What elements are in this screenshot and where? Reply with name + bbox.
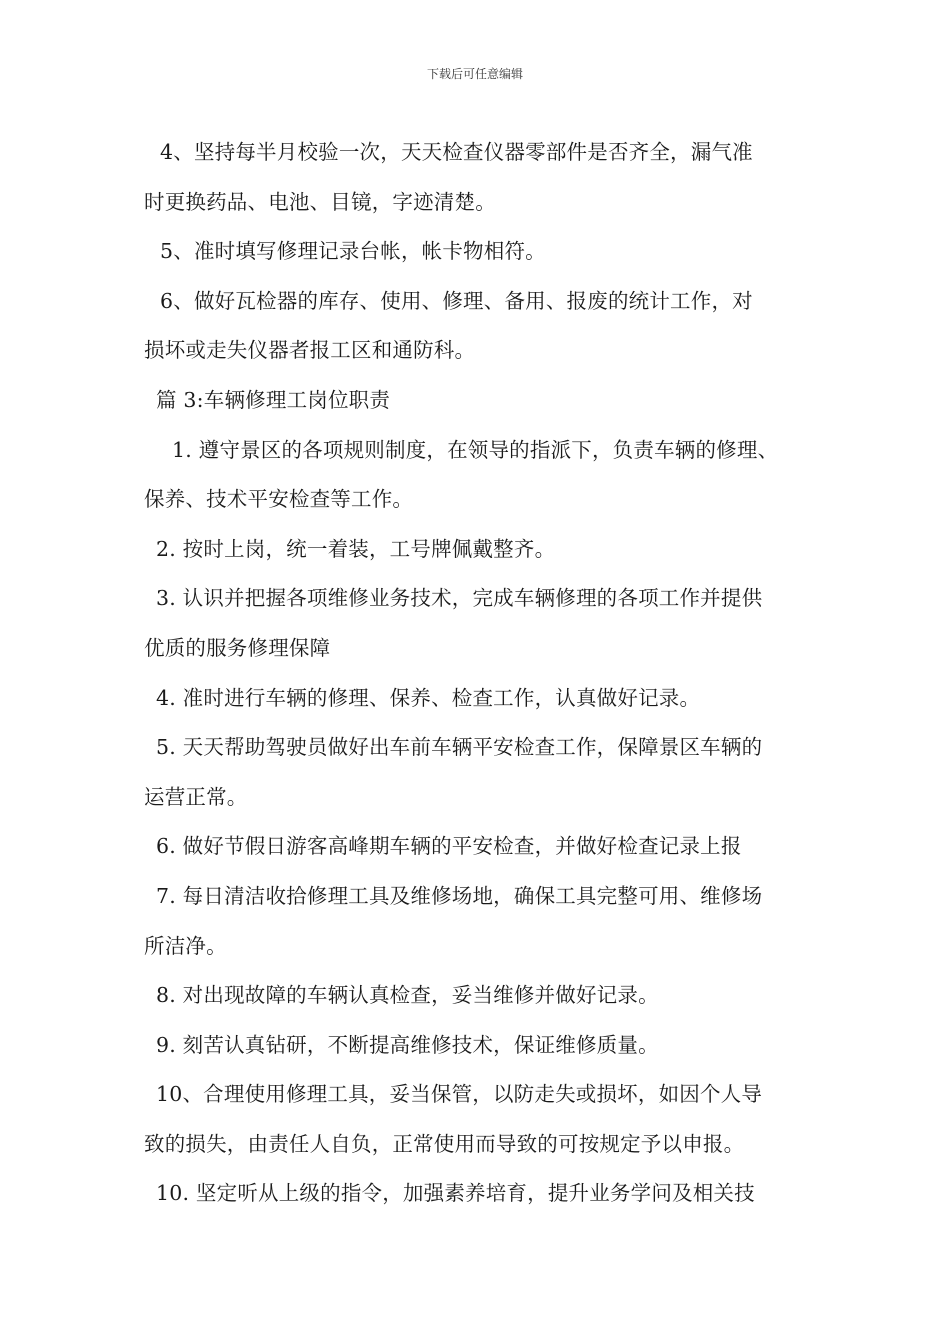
text-line: 运营正常。 — [144, 784, 248, 809]
document-body — [144, 128, 824, 1219]
text-line: 时更换药品、电池、目镜，字迹清楚。 — [144, 189, 496, 214]
text-line: 6. 做好节假日游客高峰期车辆的平安检查，并做好检查记录上报 — [156, 834, 742, 859]
text-line: 1. 遵守景区的各项规则制度，在领导的指派下，负责车辆的修理、 — [172, 437, 779, 462]
text-line: 2. 按时上岗，统一着装，工号牌佩戴整齐。 — [156, 536, 556, 561]
text-line: 致的损失，由责任人自负，正常使用而导致的可按规定予以申报。 — [144, 1131, 745, 1156]
text-line: 损坏或走失仪器者报工区和通防科。 — [144, 338, 476, 363]
text-line: 5. 天天帮助驾驶员做好出车前车辆平安检查工作，保障景区车辆的 — [156, 735, 763, 760]
page-header: 下载后可任意编辑 — [426, 67, 523, 81]
text-line: 所洁净。 — [144, 933, 227, 958]
text-line: 5、准时填写修理记录台帐，帐卡物相符。 — [160, 239, 546, 264]
text-line: 8. 对出现故障的车辆认真检查，妥当维修并做好记录。 — [156, 983, 659, 1008]
text-line: 10、合理使用修理工具，妥当保管，以防走失或损坏，如因个人导 — [156, 1082, 763, 1107]
text-line: 7. 每日清洁收拾修理工具及维修场地，确保工具完整可用、维修场 — [156, 883, 763, 908]
text-line: 保养、技术平安检查等工作。 — [144, 487, 414, 512]
text-line: 3. 认识并把握各项维修业务技术，完成车辆修理的各项工作并提供 — [156, 586, 763, 611]
text-line: 4、坚持每半月校验一次，天天检查仪器零部件是否齐全，漏气准 — [160, 140, 753, 164]
text-line: 6、做好瓦检器的库存、使用、修理、备用、报废的统计工作，对 — [160, 288, 753, 313]
text-line: 4. 准时进行车辆的修理、保养、检查工作，认真做好记录。 — [156, 685, 701, 710]
text-line: 篇 3:车辆修理工岗位职责 — [156, 387, 391, 412]
text-line: 优质的服务修理保障 — [144, 635, 331, 660]
text-line: 10. 坚定听从上级的指令，加强素养培育，提升业务学问及相关技 — [156, 1181, 755, 1206]
text-line: 9. 刻苦认真钻研，不断提高维修技术，保证维修质量。 — [156, 1032, 659, 1057]
